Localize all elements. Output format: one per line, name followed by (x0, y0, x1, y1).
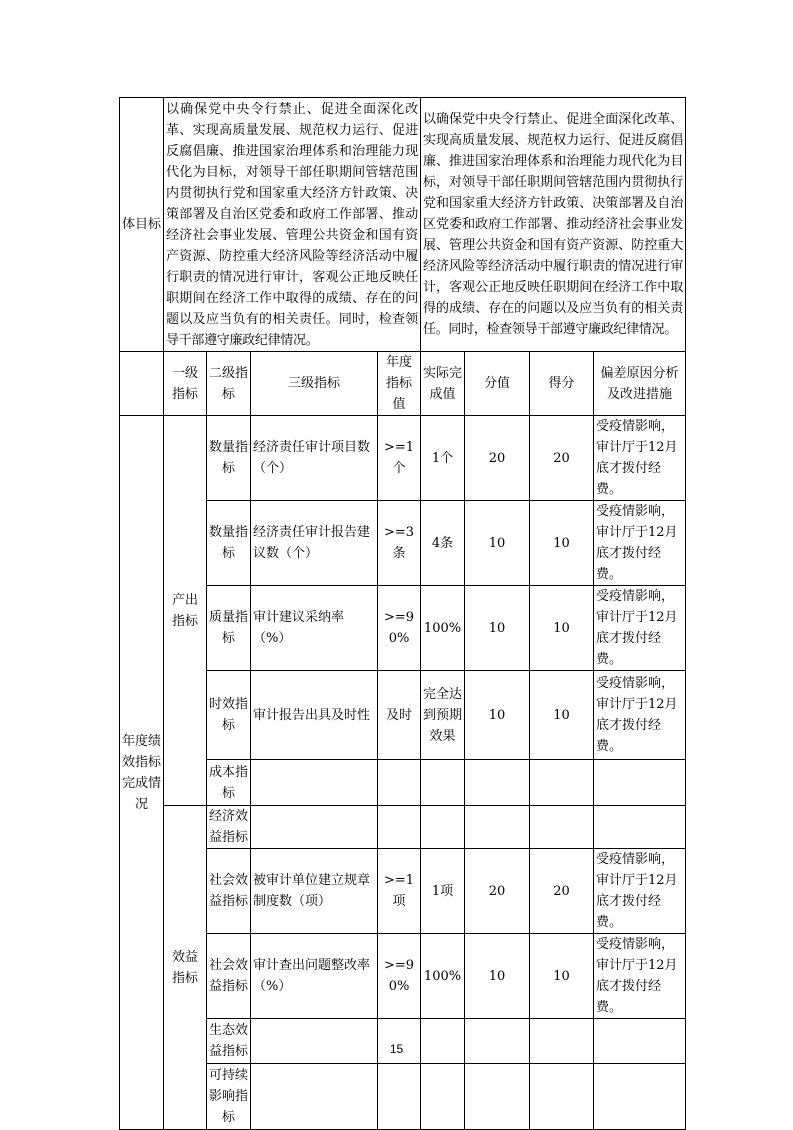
level2-cell: 质量指标 (207, 586, 251, 671)
performance-table (119, 97, 686, 1130)
header-level1: 一级指标 (164, 352, 207, 416)
header-row (120, 352, 686, 416)
score-cell: 10 (530, 934, 594, 1019)
level2-cell: 社会效益指标 (207, 934, 251, 1019)
note-cell: 受疫情影响，审计厅于12月底才拨付经费。 (594, 501, 686, 586)
level3-cell (251, 806, 378, 849)
header-actual: 实际完成值 (421, 352, 465, 416)
target-cell: >=90% (378, 934, 421, 1019)
note-cell (594, 1064, 686, 1130)
value-cell: 20 (465, 849, 530, 934)
score-cell (530, 1019, 594, 1064)
table-row (120, 416, 686, 501)
level2-cell: 成本指标 (207, 760, 251, 806)
header-score: 得分 (530, 352, 594, 416)
note-cell (594, 1019, 686, 1064)
level3-cell: 被审计单位建立规章制度数（项） (251, 849, 378, 934)
note-cell: 受疫情影响，审计厅于12月底才拨付经费。 (594, 934, 686, 1019)
level3-cell: 审计报告出具及时性 (251, 671, 378, 760)
score-cell (530, 760, 594, 806)
level3-cell (251, 1019, 378, 1064)
actual-cell: 1项 (421, 849, 465, 934)
score-cell (530, 806, 594, 849)
level3-cell (251, 760, 378, 806)
value-cell: 20 (465, 416, 530, 501)
level3-cell: 审计建议采纳率（%） (251, 586, 378, 671)
note-cell: 受疫情影响，审计厅于12月底才拨付经费。 (594, 586, 686, 671)
value-cell (465, 806, 530, 849)
target-cell: >=1个 (378, 416, 421, 501)
level2-cell: 社会效益指标 (207, 849, 251, 934)
header-score-value: 分值 (465, 352, 530, 416)
actual-cell (421, 1064, 465, 1130)
score-cell: 10 (530, 671, 594, 760)
level2-cell: 数量指标 (207, 416, 251, 501)
target-cell: >=90% (378, 586, 421, 671)
actual-cell: 100% (421, 586, 465, 671)
value-cell: 10 (465, 586, 530, 671)
header-deviation: 偏差原因分析及改进措施 (594, 352, 686, 416)
score-cell: 20 (530, 849, 594, 934)
header-blank (120, 352, 164, 416)
note-cell (594, 806, 686, 849)
target-cell (378, 1064, 421, 1130)
value-cell: 10 (465, 501, 530, 586)
note-cell: 受疫情影响，审计厅于12月底才拨付经费。 (594, 849, 686, 934)
value-cell (465, 760, 530, 806)
group-output: 产出指标 (164, 416, 207, 806)
goal-row (120, 98, 686, 352)
header-level3: 三级指标 (251, 352, 378, 416)
goal-text-left: 以确保党中央令行禁止、促进全面深化改革、实现高质量发展、规范权力运行、促进反腐倡廉、推进国家治理体系和治理能力现代化为目标，对领导干部任职期间管辖范围内贯彻执行党和国家重大经济方针政策、决策部署及自治区党委和政府工作部署、推动经济社会事业发展、管理公共资金和国有资产资源、防控重大经济风险等经济活动中履行职责的情况进行审计，客观公正地反映任职期间在经济工作中取得的成绩、存在的问题以及应当负有的相关责任。同时，检查领导干部遵守廉政纪律情况。 (164, 98, 421, 352)
level2-cell: 生态效益指标 (207, 1019, 251, 1064)
actual-cell: 100% (421, 934, 465, 1019)
level3-cell: 经济责任审计项目数（个） (251, 416, 378, 501)
value-cell (465, 1064, 530, 1130)
target-cell (378, 806, 421, 849)
value-cell (465, 1019, 530, 1064)
note-cell: 受疫情影响，审计厅于12月底才拨付经费。 (594, 416, 686, 501)
level2-cell: 经济效益指标 (207, 806, 251, 849)
value-cell: 10 (465, 934, 530, 1019)
actual-cell: 4条 (421, 501, 465, 586)
level3-cell: 审计查出问题整改率（%） (251, 934, 378, 1019)
level2-cell: 可持续影响指标 (207, 1064, 251, 1130)
level2-cell: 数量指标 (207, 501, 251, 586)
target-cell: >=3条 (378, 501, 421, 586)
header-level2: 二级指标 (207, 352, 251, 416)
level3-cell (251, 1064, 378, 1130)
score-cell (530, 1064, 594, 1130)
score-cell: 10 (530, 501, 594, 586)
header-annual-target: 年度指标值 (378, 352, 421, 416)
goal-label: 体目标 (120, 98, 164, 352)
table-row (120, 806, 686, 849)
score-cell: 10 (530, 586, 594, 671)
target-cell (378, 1019, 421, 1064)
level3-cell: 经济责任审计报告建议数（个） (251, 501, 378, 586)
goal-text-right: 以确保党中央令行禁止、促进全面深化改革、实现高质量发展、规范权力运行、促进反腐倡廉、推进国家治理体系和治理能力现代化为目标，对领导干部任职期间管辖范围内贯彻执行党和国家重大经济方针政策、决策部署及自治区党委和政府工作部署、推动经济社会事业发展、管理公共资金和国有资产资源、防控重大经济风险等经济活动中履行职责的情况进行审计，客观公正地反映任职期间在经济工作中取得的成绩、存在的问题以及应当负有的相关责任。同时，检查领导干部遵守廉政纪律情况。 (421, 98, 686, 352)
actual-cell (421, 1019, 465, 1064)
note-cell: 受疫情影响，审计厅于12月底才拨付经费。 (594, 671, 686, 760)
target-cell: 及时 (378, 671, 421, 760)
score-cell: 20 (530, 416, 594, 501)
group-benefit: 效益指标 (164, 806, 207, 1130)
value-cell: 10 (465, 671, 530, 760)
actual-cell (421, 806, 465, 849)
target-cell (378, 760, 421, 806)
actual-cell: 1个 (421, 416, 465, 501)
target-cell: >=1项 (378, 849, 421, 934)
section-label: 年度绩效指标完成情况 (120, 416, 164, 1130)
page-number: 15 (389, 1042, 404, 1056)
actual-cell: 完全达到预期效果 (421, 671, 465, 760)
level2-cell: 时效指标 (207, 671, 251, 760)
actual-cell (421, 760, 465, 806)
note-cell (594, 760, 686, 806)
